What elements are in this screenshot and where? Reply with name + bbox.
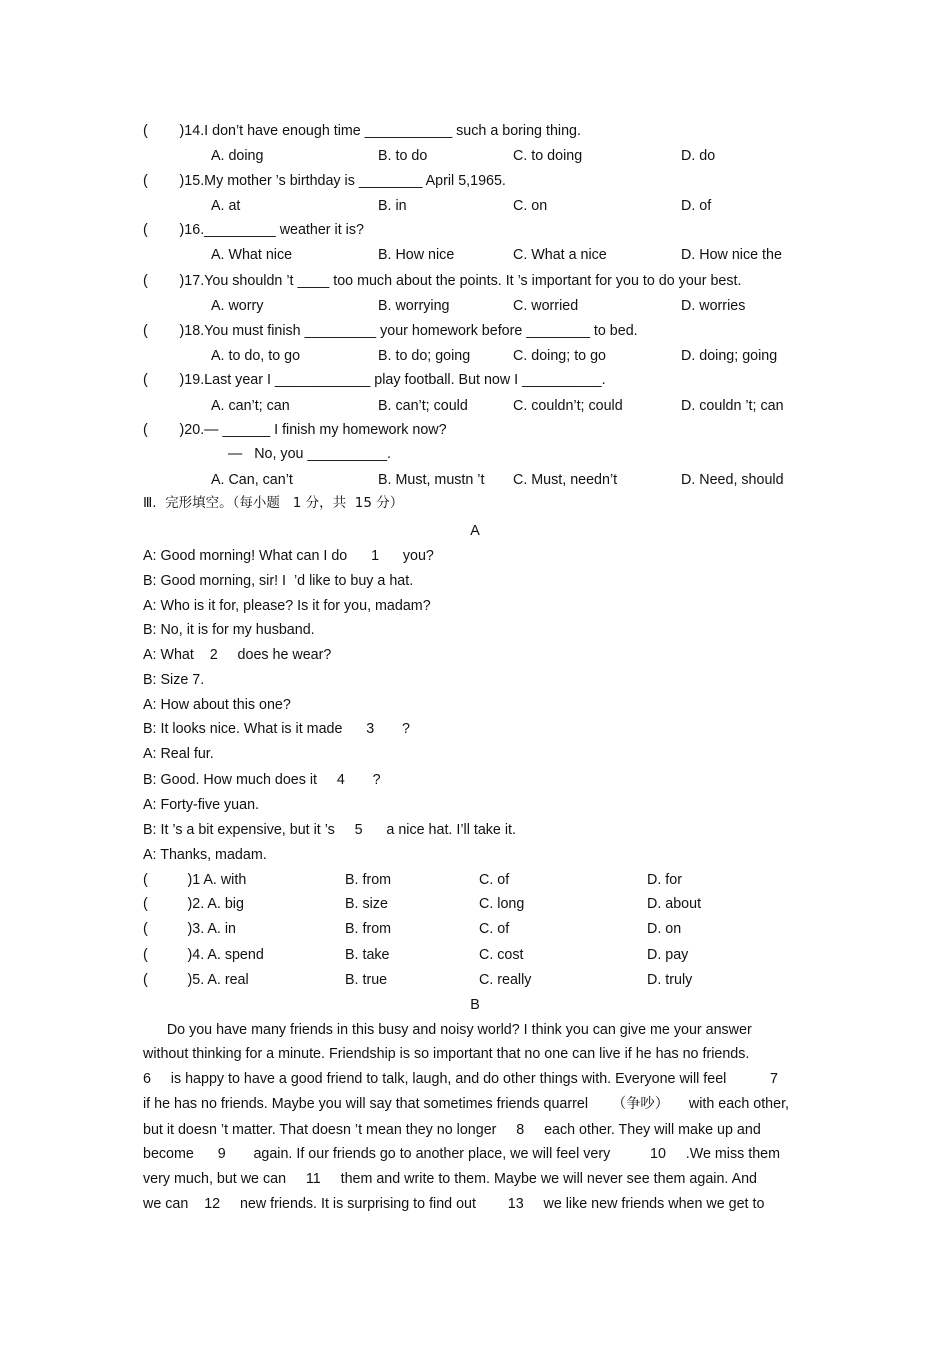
- q18-option-b: B. to do; going: [378, 348, 471, 364]
- option-c: C. cost: [479, 947, 524, 963]
- q19-option-c: C. couldn’t; could: [513, 398, 623, 414]
- q14-stem: ( )14.I don’t have enough time ___________ such a boring thing.: [143, 123, 581, 139]
- option-b: B. from: [345, 921, 392, 937]
- option-b: B. true: [345, 972, 388, 988]
- q20-option-a: A. Can, can’t: [211, 472, 293, 488]
- option-row-stem: ( )4. A. spend: [143, 947, 264, 963]
- q15-stem: ( )15.My mother ’s birthday is ________ April 5,1965.: [143, 173, 506, 189]
- dialogue-line: B: It looks nice. What is it made 3 ?: [143, 721, 410, 737]
- dialogue-line: A: Forty-five yuan.: [143, 797, 260, 813]
- option-row-stem: ( )3. A. in: [143, 921, 236, 937]
- dialogue-line: B: Good morning, sir! I ’d like to buy a hat.: [143, 573, 414, 589]
- q20-option-b: B. Must, mustn ’t: [378, 472, 485, 488]
- q20-stem: ( )20.— ______ I finish my homework now?: [143, 422, 447, 438]
- q19-stem: ( )19.Last year I ____________ play football. But now I __________.: [143, 372, 606, 388]
- q16-option-a: A. What nice: [211, 247, 293, 263]
- q14-option-d: D. do: [681, 148, 716, 164]
- dialogue-line: A: What 2 does he wear?: [143, 647, 332, 663]
- dialogue-line: B: Size 7.: [143, 672, 205, 688]
- option-b: B. from: [345, 872, 392, 888]
- q17-option-a: A. worry: [211, 298, 264, 314]
- q20-option-d: D. Need, should: [681, 472, 784, 488]
- q18-option-a: A. to do, to go: [211, 348, 301, 364]
- q17-option-d: D. worries: [681, 298, 746, 314]
- option-row-stem: ( )5. A. real: [143, 972, 249, 988]
- q19-option-d: D. couldn ’t; can: [681, 398, 784, 414]
- part-a-title: A: [470, 523, 480, 539]
- q15-option-d: D. of: [681, 198, 712, 214]
- q19-option-a: A. can’t; can: [211, 398, 290, 414]
- q16-option-d: D. How nice the: [681, 247, 782, 263]
- option-c: C. of: [479, 921, 510, 937]
- option-d: D. on: [647, 921, 682, 937]
- q16-stem: ( )16._________ weather it is?: [143, 222, 364, 238]
- q17-option-c: C. worried: [513, 298, 579, 314]
- q15-option-c: C. on: [513, 198, 548, 214]
- option-c: C. really: [479, 972, 532, 988]
- passage-line: Do you have many friends in this busy and noisy world? I think you can give me your answer: [143, 1022, 752, 1038]
- option-d: D. about: [647, 896, 702, 912]
- option-row-stem: ( )2. A. big: [143, 896, 244, 912]
- q17-stem: ( )17.You shouldn ’t ____ too much about the points. It ’s important for you to do your best.: [143, 273, 742, 289]
- q16-option-b: B. How nice: [378, 247, 455, 263]
- dialogue-line: B: Good. How much does it 4 ?: [143, 772, 381, 788]
- dialogue-line: A: How about this one?: [143, 697, 291, 713]
- passage-line: very much, but we can 11 them and write to them. Maybe we will never see them again. And: [143, 1171, 758, 1187]
- option-d: D. truly: [647, 972, 693, 988]
- option-c: C. of: [479, 872, 510, 888]
- passage-line: 6 is happy to have a good friend to talk, laugh, and do other things with. Everyone will feel 7: [143, 1071, 778, 1087]
- q18-option-d: D. doing; going: [681, 348, 778, 364]
- dialogue-line: A: Good morning! What can I do 1 you?: [143, 548, 434, 564]
- q18-stem: ( )18.You must finish _________ your homework before ________ to bed.: [143, 323, 638, 339]
- q14-option-a: A. doing: [211, 148, 264, 164]
- q14-option-b: B. to do: [378, 148, 428, 164]
- option-row-stem: ( )1 A. with: [143, 872, 247, 888]
- dialogue-line: A: Who is it for, please? Is it for you, madam?: [143, 598, 431, 614]
- dialogue-line: A: Real fur.: [143, 746, 214, 762]
- option-c: C. long: [479, 896, 525, 912]
- passage-line: but it doesn ’t matter. That doesn ’t mean they no longer 8 each other. They will make up and: [143, 1122, 761, 1138]
- part-b-title: B: [470, 997, 480, 1013]
- q14-option-c: C. to doing: [513, 148, 583, 164]
- q19-option-b: B. can’t; could: [378, 398, 468, 414]
- section-heading: Ⅲ. 完形填空。（每小题 1 分，共 15 分）: [143, 495, 404, 511]
- option-b: B. size: [345, 896, 388, 912]
- dialogue-line: B: No, it is for my husband.: [143, 622, 315, 638]
- q15-option-b: B. in: [378, 198, 407, 214]
- option-b: B. take: [345, 947, 390, 963]
- dialogue-line: B: It ’s a bit expensive, but it ’s 5 a nice hat. I’ll take it.: [143, 822, 516, 838]
- option-d: D. pay: [647, 947, 689, 963]
- q20-option-c: C. Must, needn’t: [513, 472, 618, 488]
- q18-option-c: C. doing; to go: [513, 348, 606, 364]
- option-d: D. for: [647, 872, 682, 888]
- passage-line: become 9 again. If our friends go to another place, we will feel very 10 .We miss them: [143, 1146, 781, 1162]
- q16-option-c: C. What a nice: [513, 247, 607, 263]
- q17-option-b: B. worrying: [378, 298, 450, 314]
- passage-line: we can 12 new friends. It is surprising to find out 13 we like new friends when we get to: [143, 1196, 765, 1212]
- dialogue-line: A: Thanks, madam.: [143, 847, 267, 863]
- q15-option-a: A. at: [211, 198, 241, 214]
- passage-line: without thinking for a minute. Friendship is so important that no one can live if he has no friends.: [143, 1046, 750, 1062]
- q20-reply: — No, you __________.: [228, 446, 391, 462]
- passage-line: if he has no friends. Maybe you will say that sometimes friends quarrel （争吵） with each other,: [143, 1096, 790, 1112]
